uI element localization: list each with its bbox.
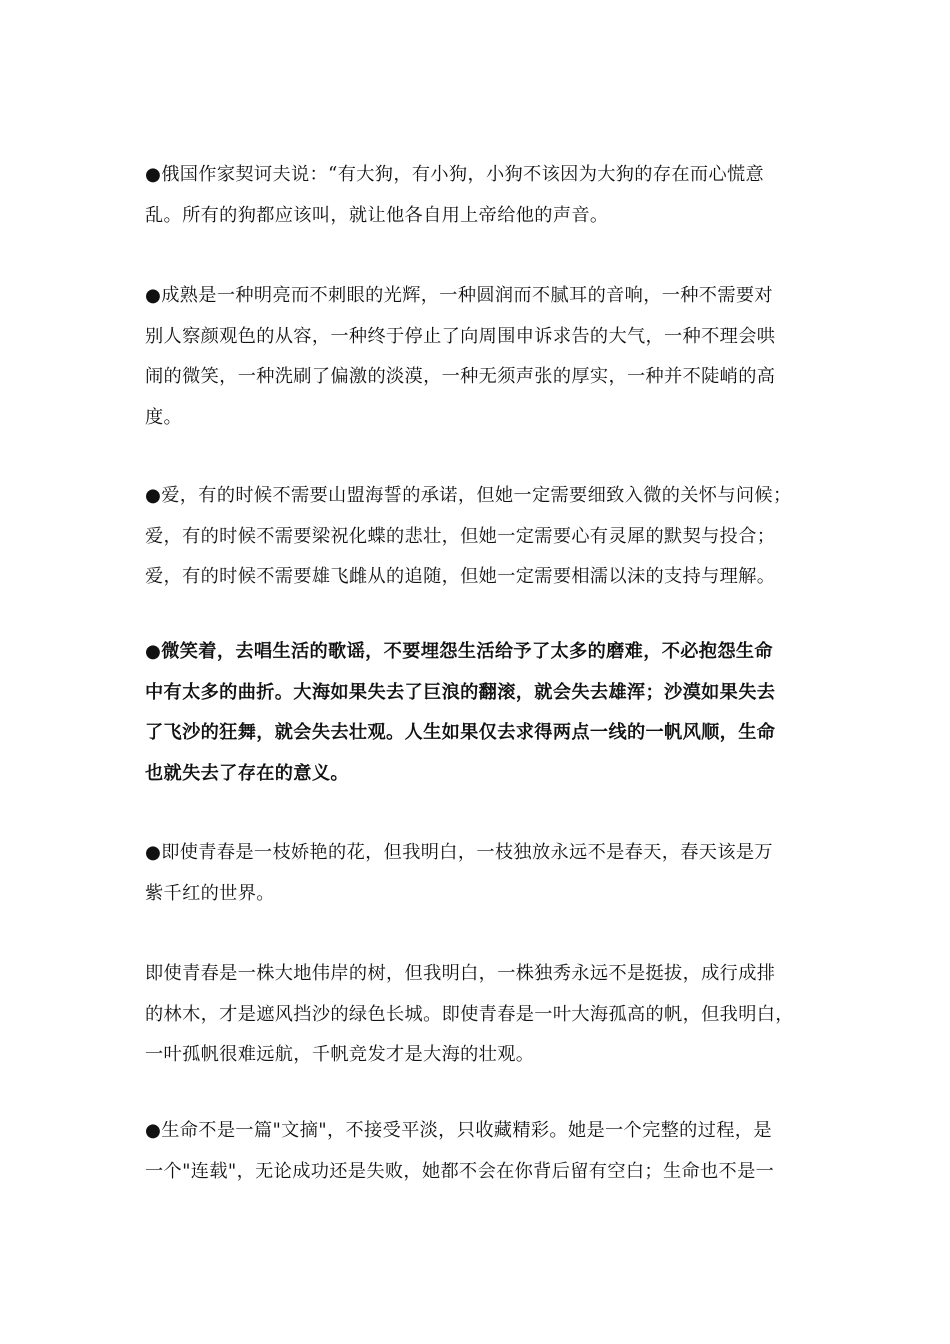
paragraph-youth-flower <box>145 833 810 914</box>
paragraph-life-serial <box>145 1111 810 1192</box>
text-line: 别人察颜观色的从容，一种终于停止了向周围申诉求告的大气，一种不理会哄 <box>145 325 776 347</box>
text-line: ●成熟是一种明亮而不刺眼的光辉，一种圆润而不腻耳的音响，一种不需要对 <box>145 285 773 306</box>
paragraph-smile-bold <box>145 632 810 794</box>
text-line: 爱，有的时候不需要雄飞雌从的追随，但她一定需要相濡以沫的支持与理解。 <box>145 566 776 587</box>
text-line: 一个"连载"，无论成功还是失败，她都不会在你背后留有空白；生命也不是一 <box>145 1160 775 1182</box>
text-line: 爱，有的时候不需要梁祝化蝶的悲壮，但她一定需要心有灵犀的默契与投合； <box>145 525 776 547</box>
text-line: 中有太多的曲折。大海如果失去了巨浪的翻滚，就会失去雄浑；沙漠如果失去 <box>145 681 776 703</box>
paragraph-maturity <box>145 276 810 438</box>
text-line: ●微笑着，去唱生活的歌谣，不要埋怨生活给予了太多的磨难，不必抱怨生命 <box>145 641 773 662</box>
text-line: 闹的微笑，一种洗刷了偏激的淡漠，一种无须声张的厚实，一种并不陡峭的高 <box>145 366 776 387</box>
paragraph-youth-tree <box>145 954 810 1076</box>
text-line: 即使青春是一株大地伟岸的树，但我明白，一株独秀永远不是挺拔，成行成排 <box>145 963 776 984</box>
text-line: ●爱，有的时候不需要山盟海誓的承诺，但她一定需要细致入微的关怀与问候； <box>145 485 792 506</box>
paragraph-chekhov-quote <box>145 155 810 236</box>
text-line: 度。 <box>145 406 183 428</box>
paragraph-love <box>145 476 810 598</box>
text-line: ●生命不是一篇"文摘"，不接受平淡，只收藏精彩。她是一个完整的过程，是 <box>145 1120 772 1141</box>
text-line: ●即使青春是一枝娇艳的花，但我明白，一枝独放永远不是春天，春天该是万 <box>145 842 773 863</box>
text-line: 了飞沙的狂舞，就会失去壮观。人生如果仅去求得两点一线的一帆风顺，生命 <box>145 722 776 743</box>
text-line: ●俄国作家契诃夫说：“有大狗，有小狗，小狗不该因为大狗的存在而心慌意 <box>145 164 765 185</box>
text-line: 也就失去了存在的意义。 <box>145 762 349 784</box>
text-line: 乱。所有的狗都应该叫，就让他各自用上帝给他的声音。 <box>145 204 609 226</box>
text-line: 的林木，才是遮风挡沙的绿色长城。即使青春是一叶大海孤高的帆，但我明白， <box>145 1003 794 1025</box>
text-line: 一叶孤帆很难远航，千帆竞发才是大海的壮观。 <box>145 1044 535 1065</box>
text-line: 紫千红的世界。 <box>145 882 275 904</box>
